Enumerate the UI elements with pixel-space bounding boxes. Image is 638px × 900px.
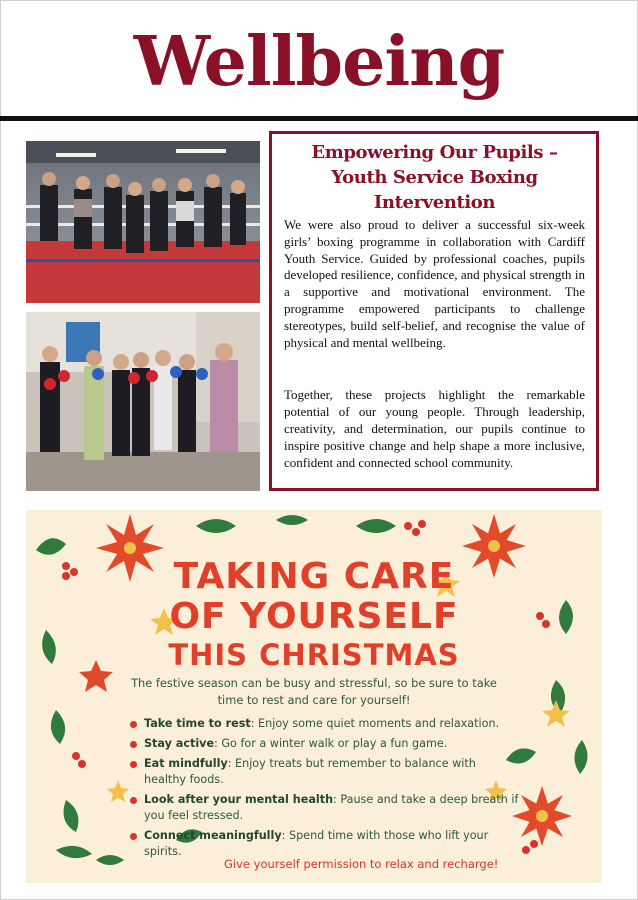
page-title: Wellbeing bbox=[133, 22, 505, 102]
christmas-wellbeing-poster bbox=[26, 510, 602, 883]
list-item bbox=[130, 736, 520, 752]
article-box bbox=[269, 131, 599, 491]
boxing-group-photo-ring bbox=[26, 141, 260, 303]
tip-text: : Enjoy some quiet moments and relaxation. bbox=[250, 717, 500, 730]
tip-title: Stay active bbox=[144, 737, 215, 750]
list-item bbox=[130, 828, 520, 860]
poster-footer: Give yourself permission to relax and recharge! bbox=[224, 857, 499, 871]
list-item bbox=[130, 716, 520, 732]
tip-text: : Go for a winter walk or play a fun game. bbox=[214, 737, 448, 750]
tip-title: Take time to rest bbox=[144, 717, 251, 730]
poinsettia-icon bbox=[512, 786, 572, 846]
poster-heading-line-1: TAKING CARE bbox=[173, 556, 455, 597]
article-paragraph-1: We were also proud to deliver a successful six-week girls’ boxing programme in collaboration with Cardiff Youth Service. Guided by professional coaches, pupils developed resilience, confidence, and physical strength in a supportive and motivational environment. The programme empowered participants to challenge stereotypes, build self-belief, and recognise the value of physical and mental wellbeing. bbox=[284, 217, 585, 350]
list-item bbox=[130, 756, 520, 788]
title-divider bbox=[0, 116, 638, 121]
poster-heading-line-2: OF YOURSELF bbox=[169, 596, 459, 637]
tips-list bbox=[130, 716, 520, 864]
poster-intro: The festive season can be busy and stressful, so be sure to take time to rest and care for yourself! bbox=[131, 676, 497, 707]
tip-title: Look after your mental health bbox=[144, 793, 334, 806]
poster-heading-line-3: THIS CHRISTMAS bbox=[168, 638, 460, 672]
tip-text: : Enjoy treats but remember to balance with healthy foods. bbox=[144, 757, 476, 786]
tip-title: Connect meaningfully bbox=[144, 829, 282, 842]
tip-title: Eat mindfully bbox=[144, 757, 228, 770]
tip-text: : Pause and take a deep breath if you feel stressed. bbox=[144, 793, 519, 822]
boxing-group-photo-gloves bbox=[26, 312, 260, 491]
tip-text: : Spend time with those who lift your spirits. bbox=[144, 829, 489, 858]
list-item bbox=[130, 792, 520, 824]
article-title: Empowering Our Pupils – Youth Service Boxing Intervention bbox=[311, 142, 558, 213]
article-paragraph-2: Together, these projects highlight the remarkable potential of our young people. Through leadership, creativity, and determination, our pupils continue to inspire positive change and help shape a more inclusive, confident and connected school community. bbox=[284, 387, 585, 470]
